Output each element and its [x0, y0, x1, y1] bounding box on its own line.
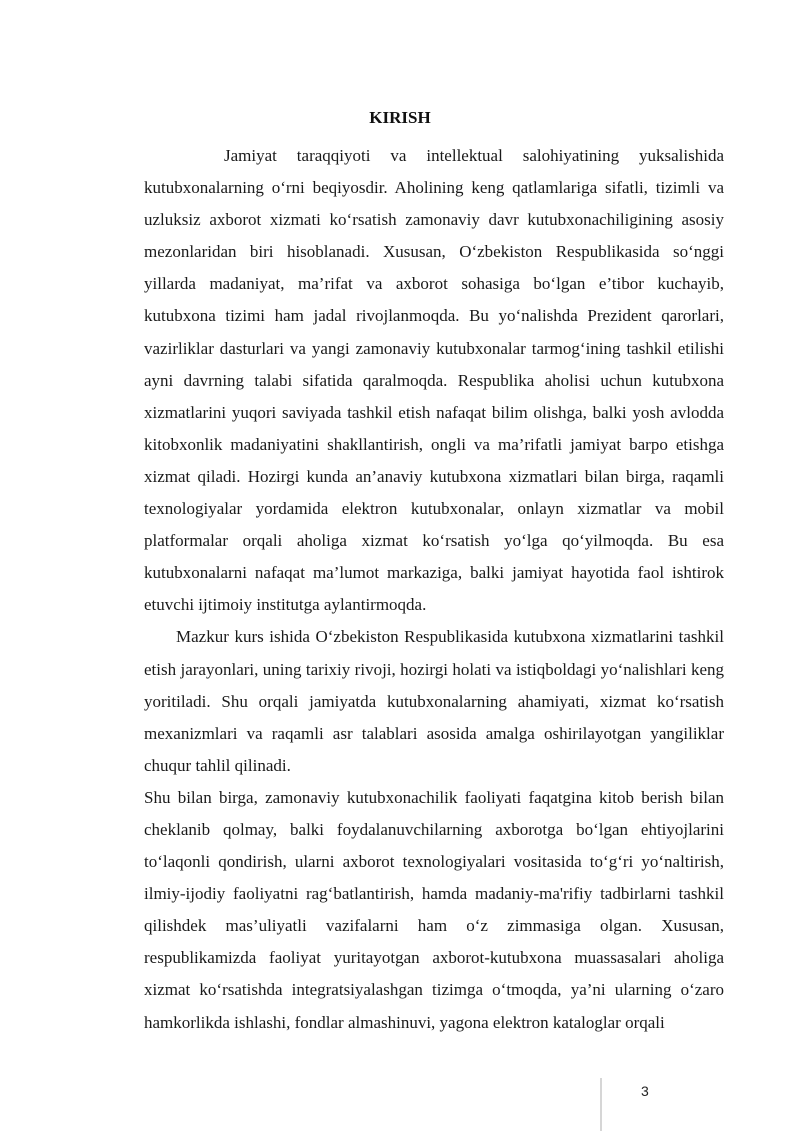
paragraph-course-work: Mazkur kurs ishida O‘zbekiston Respublikasida kutubxona xizmatlarini tashkil etish jarayonlari, uning tarixiy rivoji, hozirgi holati va istiqboldagi yo‘nalishlari keng yoritiladi. Shu orqali jamiyatda kutubxonalarning ahamiyati, xizmat ko‘rsatish mexanizmlari va raqamli asr talablari asosida amalga oshirilayotgan yangiliklar chuqur tahlil qilinadi. — [144, 627, 724, 775]
paragraph-intro: Jamiyat taraqqiyoti va intellektual salohiyatining yuksalishida kutubxonalarning o‘rni beqiyosdir. Aholining keng qatlamlariga sifatli, tizimli va uzluksiz axborot xizmati ko‘rsatish zamonaviy davr kutubxonachiligining asosiy mezonlaridan biri hisoblanadi. Xususan, O‘zbekiston Respublikasida so‘nggi yillarda madaniyat, ma’rifat va axborot sohasiga bo‘lgan e’tibor kuchayib, kutubxona tizimi ham jadal rivojlanmoqda. Bu yo‘nalishda Prezident qarorlari, vazirliklar dasturlari va yangi zamonaviy kutubxonalar tarmog‘ining tashkil etilishi ayni davrning talabi sifatida qaralmoqda. Respublika aholisi uchun kutubxona xizmatlarini yuqori saviyada tashkil etish nafaqat bilim olishga, balki yosh avlodda kitobxonlik madaniyatini shakllantirish, ongli va ma’rifatli jamiyat barpo etishga xizmat qiladi. Hozirgi kunda an’anaviy kutubxona xizmatlari bilan birga, raqamli texnologiyalar yordamida elektron kutubxonalar, onlayn xizmatlar va mobil platformalar orqali aholiga xizmat ko‘rsatish yo‘lga qo‘yilmoqda. Bu esa kutubxonalarni nafaqat ma’lumot markaziga, balki jamiyat hayotida faol ishtirok etuvchi ijtimoiy institutga aylantirmoqda. — [144, 146, 724, 615]
section-title: KIRISH — [369, 108, 431, 127]
footer-divider — [600, 1078, 602, 1131]
paragraph-modern-library: Shu bilan birga, zamonaviy kutubxonachilik faoliyati faqatgina kitob berish bilan cheklanib qolmay, balki foydalanuvchilarning axborotga bo‘lgan ehtiyojlarini to‘laqonli qondirish, ularni axborot texnologiyalari vositasida to‘g‘ri yo‘naltirish, ilmiy-ijodiy faoliyatni rag‘batlantirish, hamda madaniy-ma'rifiy tadbirlarni tashkil qilishdek mas’uliyatli vazifalarni ham o‘z zimmasiga olgan. Xususan, respublikamizda faoliyat yuritayotgan axborot-kutubxona muassasalari aholiga xizmat ko‘rsatishda integratsiyalashgan tizimga o‘tmoqda, ya’ni ularning o‘zaro hamkorlikda ishlashi, fondlar almashinuvi, yagona elektron kataloglar orqali — [144, 787, 724, 1032]
page-number: 3 — [641, 1083, 649, 1099]
body-text — [144, 140, 724, 1039]
